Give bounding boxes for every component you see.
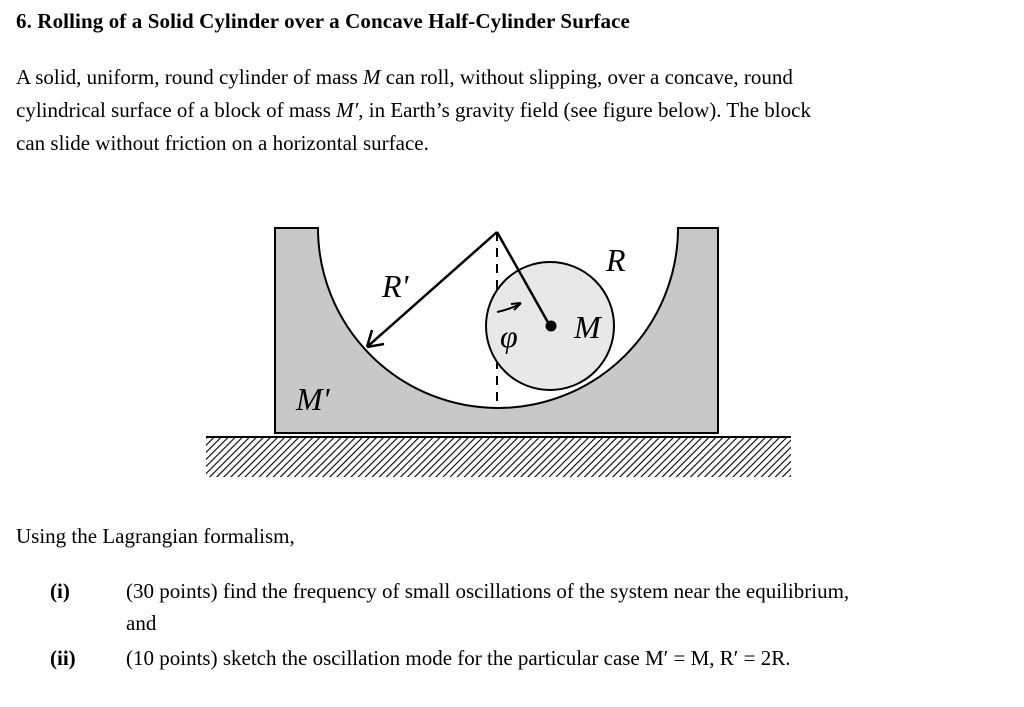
problem-title: 6. Rolling of a Solid Cylinder over a Concave Half-Cylinder Surface <box>16 9 630 33</box>
intro-mass-m-prime: M′ <box>336 98 359 122</box>
intro-line-2-b: , in Earth’s gravity field (see figure below). The block <box>358 98 811 122</box>
label-block-mass: M' <box>296 381 330 417</box>
label-cylinder-mass: M <box>574 309 601 345</box>
question-2-label: (ii) <box>50 646 76 670</box>
cylinder-center-dot <box>546 321 557 332</box>
intro-line-1-a: A solid, uniform, round cylinder of mass <box>16 65 364 89</box>
label-angle: φ <box>500 318 518 354</box>
ground-hatch <box>206 437 791 477</box>
intro-line-2 <box>16 94 1006 127</box>
figure-svg <box>200 222 800 482</box>
intro-mass-m: M <box>363 65 381 89</box>
question-2-text: (10 points) sketch the oscillation mode for the particular case M′ = M, R′ = 2R. <box>126 646 791 670</box>
label-big-radius: R' <box>382 268 409 304</box>
physics-figure <box>200 222 800 482</box>
question-1-label: (i) <box>50 579 70 603</box>
problem-intro <box>16 61 1006 160</box>
questions-lead: Using the Lagrangian formalism, <box>16 524 295 548</box>
intro-line-1-b: can roll, without slipping, over a concave, round <box>380 65 793 89</box>
intro-line-2-a: cylindrical surface of a block of mass <box>16 98 337 122</box>
question-1-text-cont: and <box>126 611 157 635</box>
intro-line-1 <box>16 61 1006 94</box>
label-small-radius: R <box>606 242 626 278</box>
intro-line-3: can slide without friction on a horizontal surface. <box>16 131 429 155</box>
question-1-text: (30 points) find the frequency of small oscillations of the system near the equilibrium, <box>126 579 850 603</box>
